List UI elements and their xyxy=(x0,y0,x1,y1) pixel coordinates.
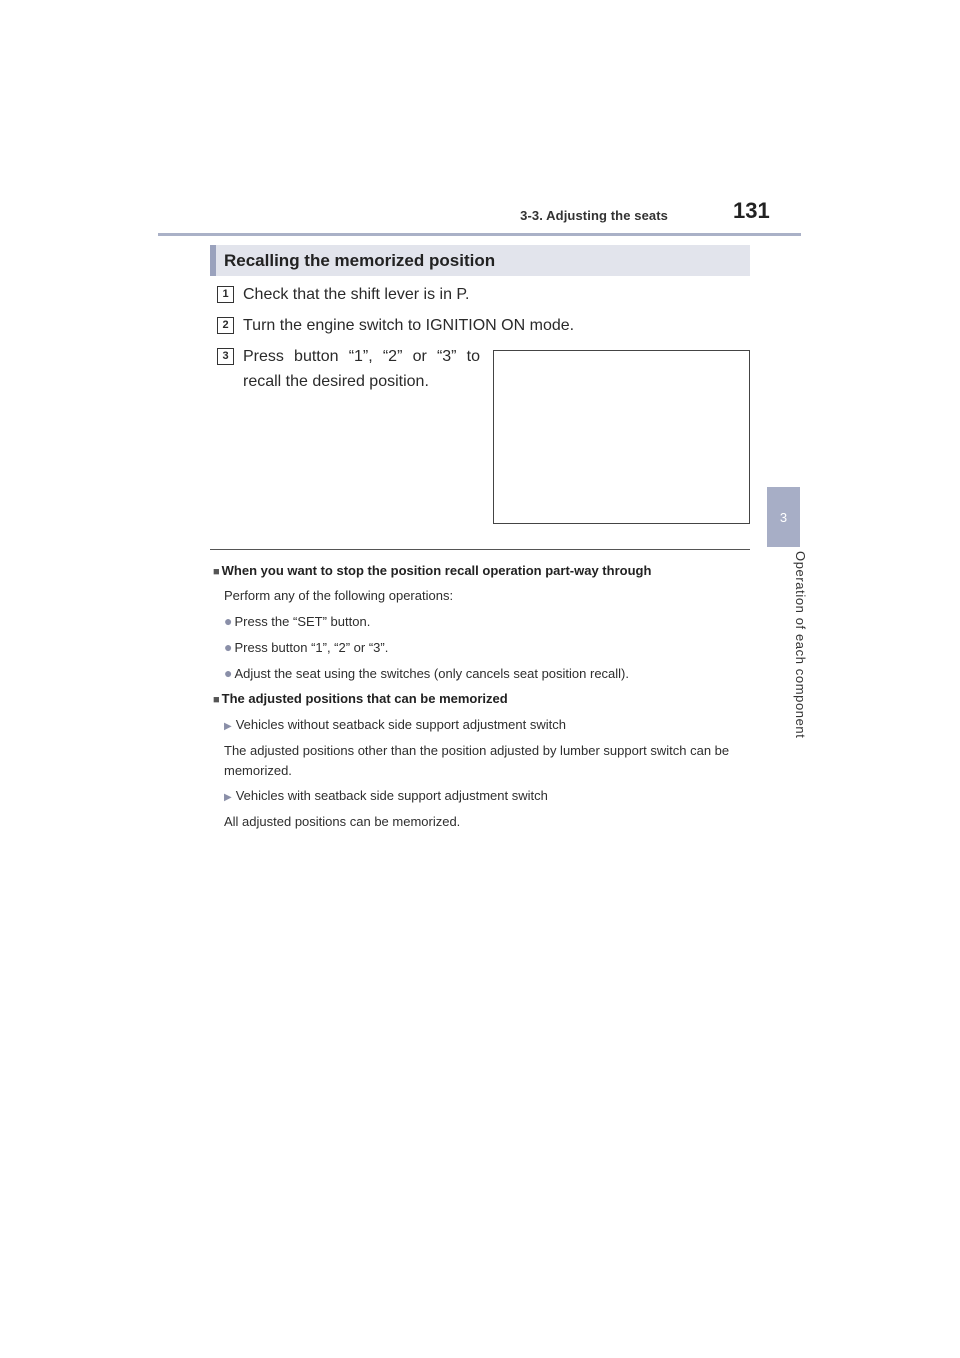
square-bullet-icon: ■ xyxy=(213,694,220,706)
circle-bullet-icon: ● xyxy=(224,639,233,655)
step-text: Check that the shift lever is in P. xyxy=(243,286,470,303)
step-text: Press button “1”, “2” or “3” to recall the desired position. xyxy=(243,348,480,390)
step-number-badge: 2 xyxy=(217,317,234,334)
section-divider xyxy=(210,549,750,550)
list-item: ● Press the “SET” button. xyxy=(224,613,371,629)
triangle-bullet-icon: ▶ xyxy=(224,721,232,732)
note-heading-memorizable: ■ The adjusted positions that can be memorized xyxy=(213,691,508,706)
circle-bullet-icon: ● xyxy=(224,665,233,681)
section-title: Recalling the memorized position xyxy=(224,250,496,270)
section-heading xyxy=(210,245,750,276)
step-number-badge: 1 xyxy=(217,286,234,303)
note-intro: Perform any of the following operations: xyxy=(224,588,454,603)
chapter-label: Operation of each component xyxy=(793,551,808,739)
step-text: Turn the engine switch to IGNITION ON mode. xyxy=(243,317,575,334)
square-bullet-icon: ■ xyxy=(213,566,220,578)
page-number: 131 xyxy=(733,198,770,223)
circle-bullet-icon: ● xyxy=(224,613,233,629)
vehicle-case-text: The adjusted positions other than the position adjusted by lumber support switch can be memorized. xyxy=(224,743,730,778)
header-section-title: 3-3. Adjusting the seats xyxy=(520,208,668,223)
vehicle-case-label: ▶ Vehicles with seatback side support adjustment switch xyxy=(224,788,548,803)
vehicle-case-label: ▶ Vehicles without seatback side support adjustment switch xyxy=(224,717,566,732)
list-item: ● Press button “1”, “2” or “3”. xyxy=(224,639,389,655)
header-rule xyxy=(158,233,801,236)
vehicle-case-text: All adjusted positions can be memorized. xyxy=(224,814,461,829)
chapter-tab: 3 xyxy=(767,487,800,547)
step-number-badge: 3 xyxy=(217,348,234,365)
list-item: ● Adjust the seat using the switches (only cancels seat position recall). xyxy=(224,665,630,681)
illustration-placeholder xyxy=(493,350,750,524)
triangle-bullet-icon: ▶ xyxy=(224,792,232,803)
note-heading-stop-recall: ■ When you want to stop the position recall operation part-way through xyxy=(213,563,652,578)
